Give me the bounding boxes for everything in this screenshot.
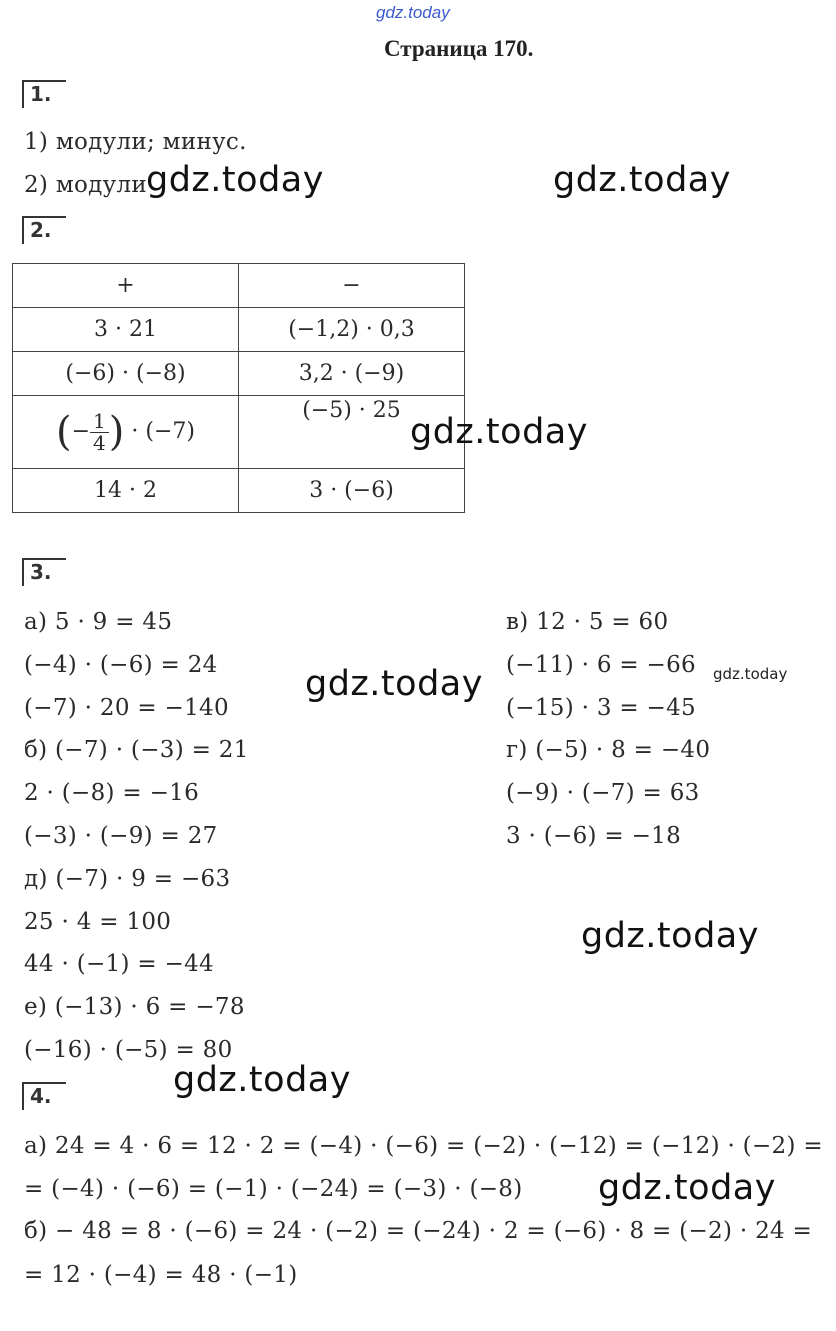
task-4-line-4: = 12 · (−4) = 48 · (−1) — [24, 1262, 298, 1288]
task-3-left-line: д) (−7) · 9 = −63 — [24, 865, 231, 892]
page-title: Страница 170. — [384, 36, 534, 61]
watermark-logo: gdz.today — [581, 916, 759, 956]
task-3-left-line: а) 5 · 9 = 45 — [24, 609, 173, 635]
task-4-line-3: б) − 48 = 8 · (−6) = 24 · (−2) = (−24) · 2 = (−6) · 8 = (−2) · 24 = — [24, 1218, 813, 1244]
task-3-right-line: (−11) · 6 = −66 — [506, 651, 696, 678]
fraction-denominator: 4 — [93, 430, 106, 455]
task-3-right-line: г) (−5) · 8 = −40 — [506, 737, 711, 764]
task-3-left-line: 44 · (−1) = −44 — [24, 951, 214, 978]
task-3-left-line: (−7) · 20 = −140 — [24, 694, 229, 721]
watermark-logo: gdz.today — [173, 1060, 351, 1100]
watermark-logo: gdz.today — [146, 160, 324, 200]
watermark-logo: gdz.today — [598, 1168, 776, 1208]
task-3-left-line: 25 · 4 = 100 — [24, 908, 172, 935]
watermark-logo: gdz.today — [553, 160, 731, 200]
task-3-right-line: (−15) · 3 = −45 — [506, 694, 696, 721]
header-plus: + — [13, 264, 239, 308]
table-cell: (−6) · (−8) — [13, 352, 239, 396]
table-cell: 3 · (−6) — [239, 469, 465, 513]
table-cell: 14 · 2 — [13, 469, 239, 513]
task-1-number: 1. — [22, 80, 66, 108]
task-4-line-2: = (−4) · (−6) = (−1) · (−24) = (−3) · (−8) — [24, 1176, 523, 1202]
task-3-left-line: б) (−7) · (−3) = 21 — [24, 737, 249, 764]
fraction-numerator: 1 — [90, 411, 109, 433]
watermark-logo: gdz.today — [305, 664, 483, 704]
task-4-number: 4. — [22, 1082, 66, 1110]
multiplication-sign-table — [12, 263, 465, 513]
task-3-number: 3. — [22, 558, 66, 586]
table-cell: 3 · 21 — [13, 308, 239, 352]
task-3-left-line: е) (−13) · 6 = −78 — [24, 994, 245, 1021]
task-3-left-line: (−3) · (−9) = 27 — [24, 823, 218, 849]
task-2-number: 2. — [22, 216, 66, 244]
table-cell-fraction: (− $\frac{1}{4}$ ) · (−7) — [13, 396, 239, 469]
task-3-right-line: в) 12 · 5 = 60 — [506, 609, 669, 635]
watermark-logo: gdz.today — [410, 412, 588, 452]
table-cell: (−5) · 25 — [239, 396, 465, 469]
header-minus: − — [239, 264, 465, 308]
table-cell: (−1,2) · 0,3 — [239, 308, 465, 352]
task-4-line-1: а) 24 = 4 · 6 = 12 · 2 = (−4) · (−6) = (−2) · (−12) = (−12) · (−2) = — [24, 1133, 823, 1159]
fraction-suffix: · (−7) — [131, 419, 195, 444]
top-watermark: gdz.today — [376, 3, 450, 22]
watermark-logo-small: gdz.today — [713, 665, 788, 683]
fraction — [90, 408, 109, 455]
task-3-left-line: 2 · (−8) = −16 — [24, 780, 200, 807]
task-1-line-1: 1) модули; минус. — [24, 129, 247, 155]
task-3-left-line: (−16) · (−5) = 80 — [24, 1037, 233, 1063]
table-cell: 3,2 · (−9) — [239, 352, 465, 396]
fraction-minus: − — [71, 419, 91, 444]
task-3-right-line: (−9) · (−7) = 63 — [506, 780, 700, 807]
task-1-line-2: 2) модули — [24, 172, 147, 198]
task-3-right-line: 3 · (−6) = −18 — [506, 823, 682, 849]
task-3-left-line: (−4) · (−6) = 24 — [24, 651, 218, 678]
